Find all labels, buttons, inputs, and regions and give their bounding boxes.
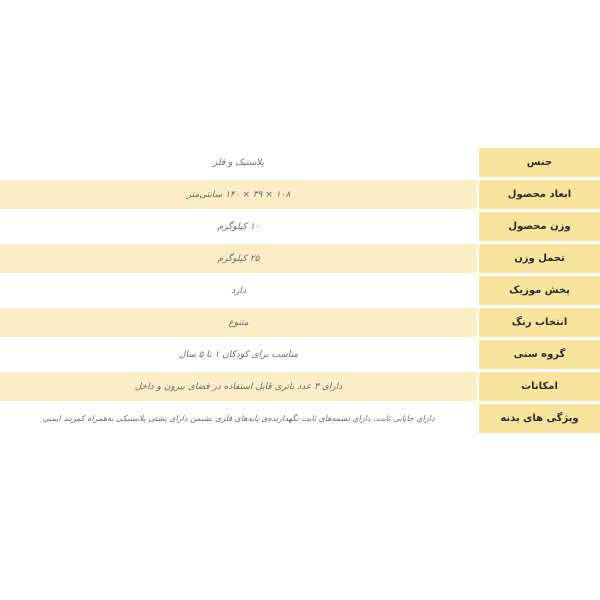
spec-value: دارد xyxy=(0,273,477,305)
spec-row-material xyxy=(0,148,600,177)
spec-label: تحمل وزن xyxy=(477,241,600,273)
spec-value: مناسب برای کودکان ۱ تا ۵ سال xyxy=(0,337,477,369)
spec-value: ۱۰۸ × ۳۹ × ۱۴۰ سانتی‌متر xyxy=(0,177,477,209)
spec-value: دارای جاپایی ثابت، دارای تسمه‌های ثابت نگهدارنده‌ی پایه‌های فلزی نشیمن دارای پشتی پلاستیکی به‌همراه کمربند ایمنی xyxy=(0,401,477,433)
spec-label: جنس xyxy=(477,148,600,177)
product-spec-table xyxy=(0,148,600,433)
spec-row-weight xyxy=(0,209,600,241)
spec-row-load-capacity xyxy=(0,241,600,273)
spec-label: انتخاب رنگ xyxy=(477,305,600,337)
spec-label: ویژگی های بدنه xyxy=(477,401,600,433)
spec-value: ۲۵ کیلوگرم xyxy=(0,241,477,273)
spec-row-dimensions xyxy=(0,177,600,209)
spec-row-music xyxy=(0,273,600,305)
spec-label: امکانات xyxy=(477,369,600,401)
spec-value: ۱۰ کیلوگرم xyxy=(0,209,477,241)
spec-row-color-choice xyxy=(0,305,600,337)
spec-value: پلاستیک و فلز xyxy=(0,148,477,177)
spec-label: ابعاد محصول xyxy=(477,177,600,209)
spec-row-features xyxy=(0,369,600,401)
spec-row-body-features xyxy=(0,401,600,433)
spec-value: دارای ۳ عدد باتری قابل استفاده در فضای بیرون و داخل xyxy=(0,369,477,401)
spec-label: وزن محصول xyxy=(477,209,600,241)
spec-label: گروه سنی xyxy=(477,337,600,369)
spec-row-age-group xyxy=(0,337,600,369)
spec-label: پخش موزیک xyxy=(477,273,600,305)
spec-value: متنوع xyxy=(0,305,477,337)
